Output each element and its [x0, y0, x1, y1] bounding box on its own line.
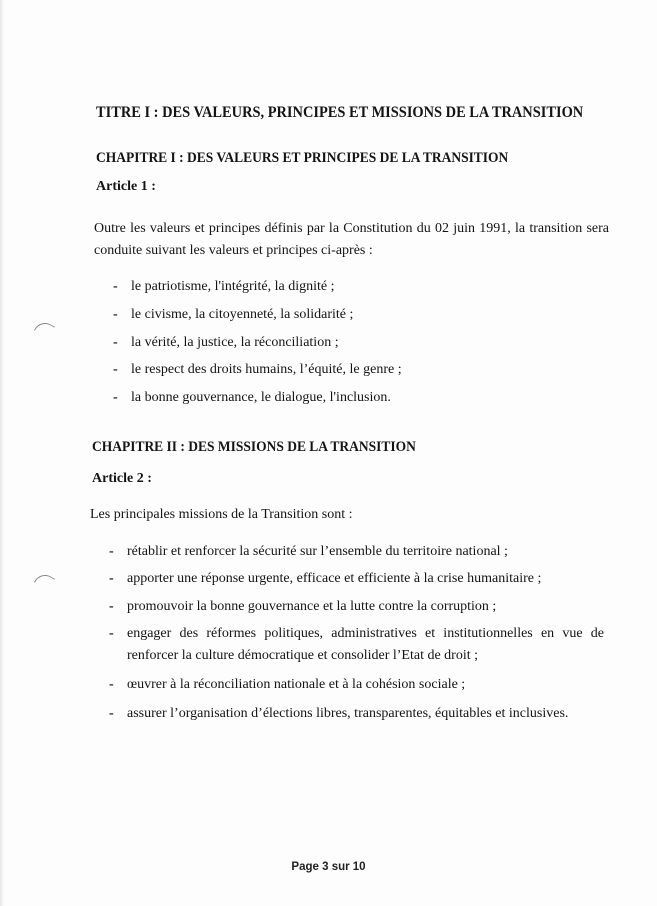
value-item-text: la vérité, la justice, la réconciliation ;	[131, 335, 339, 350]
article-2-label: Article 2 :	[92, 471, 152, 486]
article-2-intro: Les principales missions de la Transition sont :	[90, 507, 353, 522]
bullet-dash: -	[109, 677, 114, 692]
page-number: Page 3 sur 10	[291, 861, 366, 873]
bullet-dash: -	[109, 706, 114, 721]
bullet-dash: -	[113, 279, 118, 294]
mission-item-text: apporter une réponse urgente, efficace et efficiente à la crise humanitaire ;	[127, 571, 542, 586]
bullet-dash: -	[113, 362, 118, 377]
punch-hole-mark	[34, 571, 55, 590]
bullet-dash: -	[109, 571, 114, 586]
bullet-dash: -	[113, 307, 118, 322]
mission-item-line-1: engager des réformes politiques, administratives et institutionnelles en vue de	[127, 626, 604, 641]
bullet-dash: -	[113, 390, 118, 405]
article-1-label: Article 1 :	[96, 179, 156, 194]
article-1-intro	[94, 218, 609, 262]
bullet-dash: -	[109, 626, 114, 641]
mission-item-text	[127, 626, 604, 642]
mission-item-text: assurer l’organisation d’élections libres, transparentes, équitables et inclusives.	[127, 706, 569, 721]
mission-item-continuation: renforcer la culture démocratique et consolider l’Etat de droit ;	[127, 648, 479, 663]
value-item-text: le respect des droits humains, l’équité, le genre ;	[131, 362, 402, 377]
chapitre-1-heading: CHAPITRE I : DES VALEURS ET PRINCIPES DE LA TRANSITION	[96, 150, 509, 166]
titre-heading: TITRE I : DES VALEURS, PRINCIPES ET MISSIONS DE LA TRANSITION	[96, 104, 584, 121]
mission-item-text: rétablir et renforcer la sécurité sur l’ensemble du territoire national ;	[127, 544, 508, 559]
article-1-intro-line-1: Outre les valeurs et principes définis par la Constitution du 02 juin 1991, la transition sera	[94, 221, 609, 236]
bullet-dash: -	[113, 335, 118, 350]
value-item-text: le patriotisme, l'intégrité, la dignité ;	[131, 279, 335, 294]
mission-item-text: œuvrer à la réconciliation nationale et à la cohésion sociale ;	[127, 677, 466, 692]
value-item-text: le civisme, la citoyenneté, la solidarité ;	[131, 307, 354, 322]
chapitre-2-heading: CHAPITRE II : DES MISSIONS DE LA TRANSITION	[92, 439, 416, 455]
bullet-dash: -	[109, 544, 114, 559]
page-edge-shadow	[0, 0, 4, 906]
article-1-intro-line-2: conduite suivant les valeurs et principes ci-après :	[94, 243, 373, 258]
mission-item-text: promouvoir la bonne gouvernance et la lutte contre la corruption ;	[127, 599, 497, 614]
value-item-text: la bonne gouvernance, le dialogue, l'inclusion.	[131, 390, 391, 405]
punch-hole-mark	[34, 319, 55, 338]
bullet-dash: -	[109, 599, 114, 614]
